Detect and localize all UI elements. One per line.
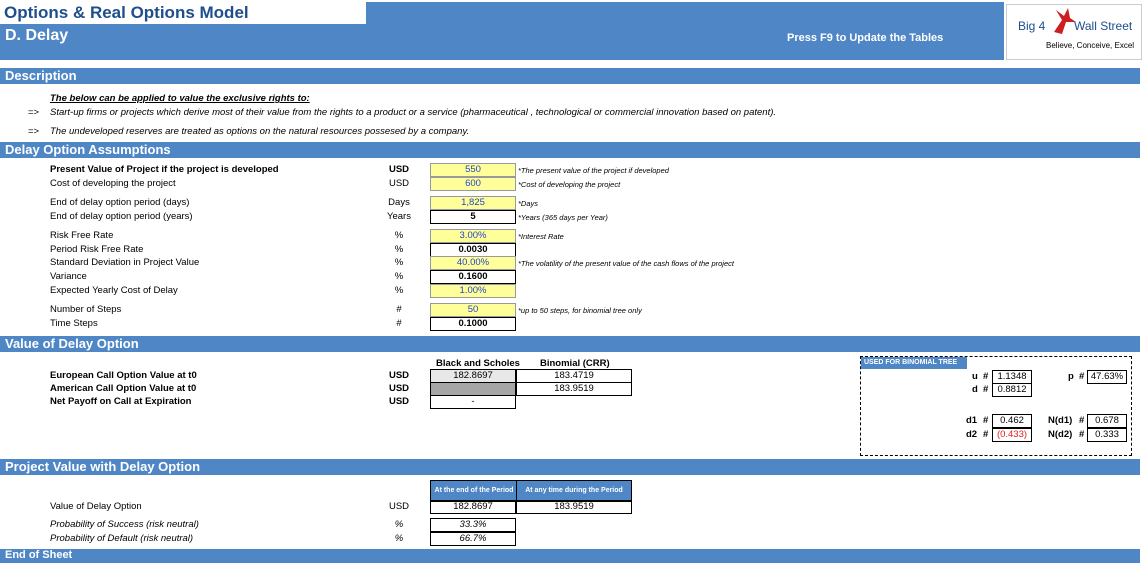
- delay-row-label: American Call Option Value at t0: [50, 383, 197, 394]
- variance-value: 0.1600: [430, 270, 516, 284]
- assumption-unit: #: [396, 318, 402, 329]
- american-bs-value: [430, 382, 516, 396]
- assumption-unit: %: [394, 244, 404, 255]
- net-payoff-value: -: [430, 395, 516, 409]
- assumption-note: *Days: [518, 199, 539, 208]
- d-label: d: [972, 384, 978, 395]
- risk-free-rate-input[interactable]: 3.00%: [430, 229, 516, 243]
- project-row-unit: %: [394, 533, 404, 544]
- bullet-mark: =>: [28, 126, 40, 137]
- u-value: 1.1348: [992, 370, 1032, 384]
- u-label: u: [972, 371, 978, 382]
- project-row-label: Probability of Success (risk neutral): [50, 519, 199, 530]
- project-row-unit: USD: [388, 501, 410, 512]
- assumption-label: Variance: [50, 271, 87, 282]
- assumption-note: *Cost of developing the project: [518, 180, 621, 189]
- delay-value-end: 182.8697: [430, 500, 516, 514]
- assumption-label: Risk Free Rate: [50, 230, 114, 241]
- assumption-label: End of delay option period (days): [50, 197, 190, 208]
- d1-value: 0.462: [992, 414, 1032, 428]
- cost-of-delay-input[interactable]: 1.00%: [430, 284, 516, 298]
- section-project-value: Project Value with Delay Option: [0, 459, 1140, 475]
- update-hint: Press F9 to Update the Tables: [787, 32, 944, 44]
- delay-row-unit: USD: [388, 370, 410, 381]
- period-rate-value: 0.0030: [430, 243, 516, 257]
- hash-mark: #: [983, 415, 989, 426]
- description-bullet: Start-up firms or projects which derive most of their value from the rights to a product or a service (pharmaceutical , technological or commercial innovation based on patent).: [50, 107, 777, 118]
- assumption-label: Number of Steps: [50, 304, 122, 315]
- american-binomial-value: 183.9519: [516, 382, 632, 396]
- assumption-unit: %: [394, 285, 404, 296]
- p-value: 47.63%: [1087, 370, 1127, 384]
- page-title: Options & Real Options Model: [4, 3, 249, 22]
- nd2-label: N(d2): [1048, 429, 1073, 440]
- assumption-unit: %: [394, 271, 404, 282]
- logo-tagline: Believe, Conceive, Excel: [1046, 41, 1135, 50]
- section-assumptions: Delay Option Assumptions: [0, 142, 1140, 158]
- pv-project-input[interactable]: 550: [430, 163, 516, 177]
- logo-text-1: Big 4: [1018, 19, 1046, 33]
- project-row-label: Value of Delay Option: [50, 501, 142, 512]
- assumption-label: Cost of developing the project: [50, 178, 176, 189]
- assumption-label: End of delay option period (years): [50, 211, 193, 222]
- hash-mark: #: [1079, 415, 1085, 426]
- assumption-unit: %: [394, 257, 404, 268]
- assumption-unit: Days: [388, 197, 410, 208]
- col-header-bs: Black and Scholes: [436, 358, 520, 369]
- default-probability: 66.7%: [430, 532, 516, 546]
- assumption-label: Standard Deviation in Project Value: [50, 257, 200, 268]
- nd1-value: 0.678: [1087, 414, 1127, 428]
- period-days-input[interactable]: 1,825: [430, 196, 516, 210]
- binomial-header: USED FOR BINOMIAL TREE: [861, 357, 967, 369]
- d1-label: d1: [966, 415, 978, 426]
- logo-text-2: Wall Street: [1074, 19, 1133, 33]
- assumption-note: *The present value of the project if developed: [518, 166, 669, 175]
- delay-row-unit: USD: [388, 383, 410, 394]
- steps-input[interactable]: 50: [430, 303, 516, 317]
- assumption-unit: USD: [388, 164, 410, 175]
- delay-row-unit: USD: [388, 396, 410, 407]
- delay-value-anytime: 183.9519: [516, 500, 632, 514]
- std-dev-input[interactable]: 40.00%: [430, 256, 516, 270]
- project-row-label: Probability of Default (risk neutral): [50, 533, 194, 544]
- success-probability: 33.3%: [430, 518, 516, 532]
- end-of-sheet: End of Sheet: [0, 549, 1140, 563]
- assumption-label: Expected Yearly Cost of Delay: [50, 285, 178, 296]
- section-delay-value: Value of Delay Option: [0, 336, 1140, 352]
- d2-label: d2: [966, 429, 978, 440]
- col-header-any-time: At any time during the Period: [516, 480, 632, 502]
- description-bullet: The undeveloped reserves are treated as options on the natural resources possesed by a company.: [50, 126, 470, 137]
- page-subtitle: D. Delay: [5, 27, 69, 44]
- assumption-unit: Years: [387, 211, 411, 222]
- d2-value: (0.433): [992, 428, 1032, 442]
- section-description: Description: [0, 68, 1140, 84]
- development-cost-input[interactable]: 600: [430, 177, 516, 191]
- assumption-label: Period Risk Free Rate: [50, 244, 144, 255]
- hash-mark: #: [1079, 429, 1085, 440]
- assumption-label: Time Steps: [50, 318, 98, 329]
- assumption-note: *Years (365 days per Year): [518, 213, 608, 222]
- hash-mark: #: [1079, 371, 1085, 382]
- hash-mark: #: [983, 429, 989, 440]
- col-header-end-period: At the end of the Period: [430, 480, 518, 502]
- assumption-unit: %: [394, 230, 404, 241]
- hash-mark: #: [983, 371, 989, 382]
- european-binomial-value: 183.4719: [516, 369, 632, 383]
- delay-row-label: European Call Option Value at t0: [50, 370, 197, 381]
- project-row-unit: %: [394, 519, 404, 530]
- description-intro: The below can be applied to value the exclusive rights to:: [50, 93, 310, 104]
- bullet-mark: =>: [28, 107, 40, 118]
- nd2-value: 0.333: [1087, 428, 1127, 442]
- assumption-note: *Interest Rate: [518, 232, 564, 241]
- european-bs-value: 182.8697: [430, 369, 516, 383]
- delay-row-label: Net Payoff on Call at Expiration: [50, 396, 192, 407]
- col-header-binomial: Binomial (CRR): [540, 358, 610, 369]
- hash-mark: #: [983, 384, 989, 395]
- assumption-unit: #: [396, 304, 402, 315]
- assumption-label: Present Value of Project if the project is developed: [50, 164, 279, 175]
- p-label: p: [1068, 371, 1074, 382]
- header-band-top: [366, 2, 1004, 24]
- nd1-label: N(d1): [1048, 415, 1073, 426]
- d-value: 0.8812: [992, 383, 1032, 397]
- assumption-unit: USD: [388, 178, 410, 189]
- time-steps-value: 0.1000: [430, 317, 516, 331]
- assumption-note: *up to 50 steps, for binomial tree only: [518, 306, 642, 315]
- period-years-value: 5: [430, 210, 516, 224]
- assumption-note: *The volatility of the present value of the cash flows of the project: [518, 259, 734, 268]
- eagle-icon: [1050, 6, 1076, 36]
